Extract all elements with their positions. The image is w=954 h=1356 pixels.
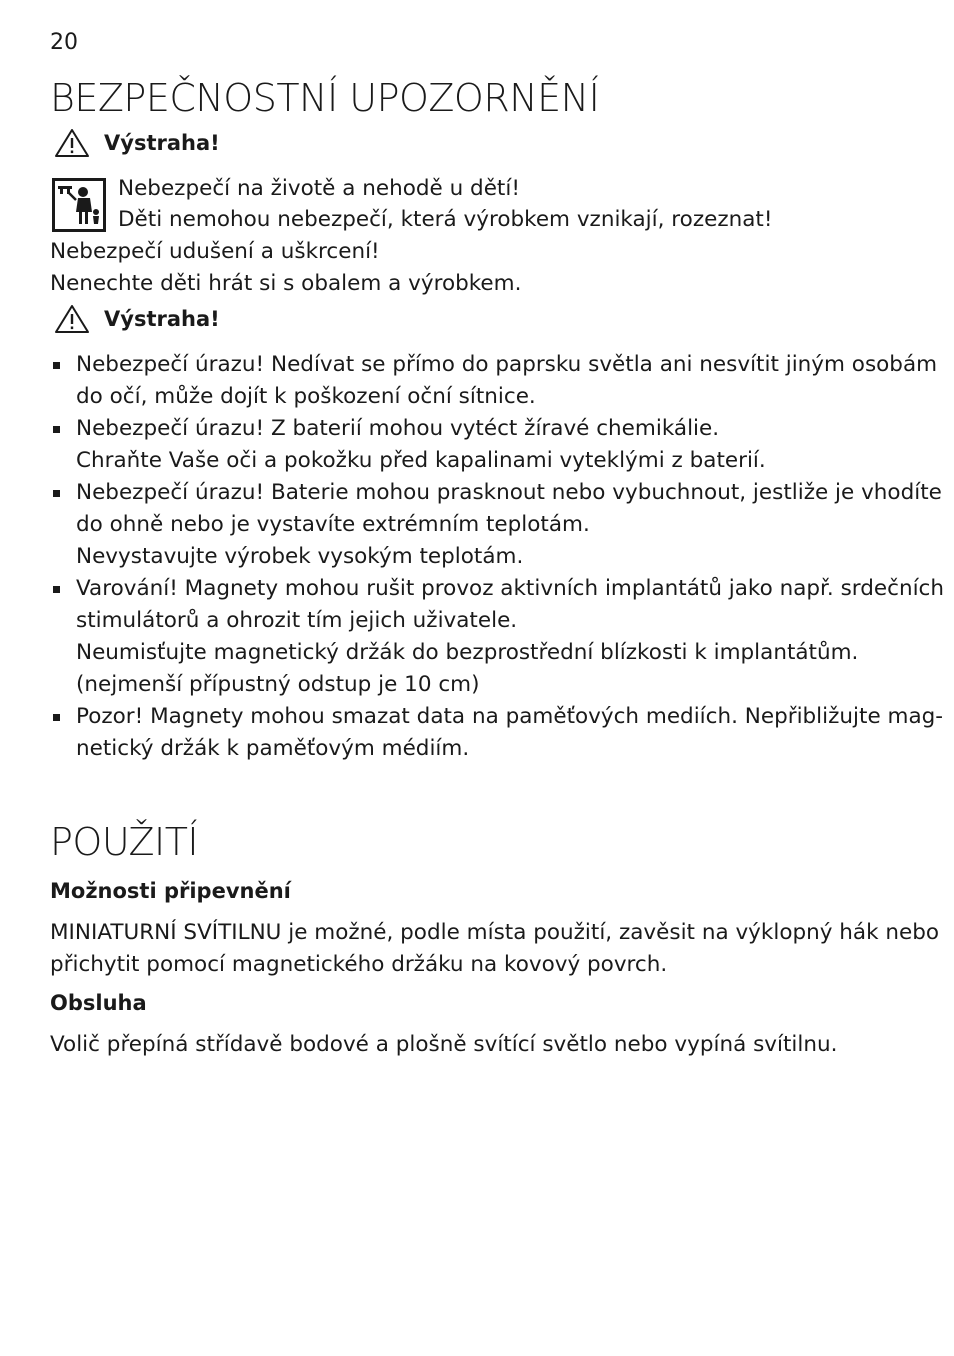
suffocation-line-1: Nebezpečí udušení a uškrcení! bbox=[50, 239, 380, 264]
usage-heading: POUŽITÍ bbox=[50, 820, 199, 864]
warning-label: Výstraha! bbox=[104, 131, 220, 155]
operation-text: Volič přepíná střídavě bodové a plošně svítící světlo nebo vypíná svítilnu. bbox=[50, 1032, 838, 1057]
bullet-text: Nevystavujte výrobek vysokým teplotám. bbox=[76, 544, 524, 569]
list-item bbox=[50, 477, 942, 573]
warning-2 bbox=[54, 304, 220, 334]
safety-bullet-list bbox=[50, 349, 944, 765]
bullet-text: Nebezpečí úrazu! Z baterií mohou vytéct žíravé chemikálie. bbox=[76, 416, 720, 441]
page-number: 20 bbox=[50, 30, 78, 55]
mounting-text bbox=[50, 917, 939, 981]
bullet-text: do očí, může dojít k poškození oční sítnice. bbox=[76, 384, 536, 409]
bullet-square-icon bbox=[53, 426, 60, 433]
child-warning-line-1: Nebezpečí na životě a nehodě u dětí! bbox=[118, 176, 520, 201]
bullet-square-icon bbox=[53, 490, 60, 497]
bullet-text: (nejmenší přípustný odstup je 10 cm) bbox=[76, 672, 480, 697]
bullet-square-icon bbox=[53, 714, 60, 721]
warning-triangle-icon bbox=[54, 128, 90, 158]
warning-triangle-icon bbox=[54, 304, 90, 334]
bullet-text: Nebezpečí úrazu! Baterie mohou prasknout nebo vybuchnout, jestliže je vhodíte bbox=[76, 480, 942, 505]
mounting-title: Možnosti připevnění bbox=[50, 879, 291, 903]
bullet-text: Chraňte Vaše oči a pokožku před kapalinami vyteklými z baterií. bbox=[76, 448, 766, 473]
bullet-square-icon bbox=[53, 586, 60, 593]
bullet-text: netický držák k paměťovým médiím. bbox=[76, 736, 470, 761]
child-hazard-icon bbox=[52, 178, 106, 232]
bullet-text: Varování! Magnety mohou rušit provoz aktivních implantátů jako např. srdečních bbox=[76, 576, 944, 601]
bullet-square-icon bbox=[53, 362, 60, 369]
list-item bbox=[50, 573, 944, 701]
suffocation-line-2: Nenechte děti hrát si s obalem a výrobkem. bbox=[50, 271, 522, 296]
warning-label: Výstraha! bbox=[104, 307, 220, 331]
warning-1 bbox=[54, 128, 220, 158]
bullet-text: Nebezpečí úrazu! Nedívat se přímo do paprsku světla ani nesvítit jiným osobám bbox=[76, 352, 938, 377]
bullet-text: Pozor! Magnety mohou smazat data na paměťových mediích. Nepřibližujte mag- bbox=[76, 704, 944, 729]
list-item bbox=[50, 701, 944, 765]
bullet-text: Neumisťujte magnetický držák do bezprostřední blízkosti k implantátům. bbox=[76, 640, 859, 665]
mounting-text-line: MINIATURNÍ SVÍTILNU je možné, podle místa použití, zavěsit na výklopný hák nebo bbox=[50, 920, 940, 945]
child-warning-line-2: Děti nemohou nebezpečí, která výrobkem vznikají, rozeznat! bbox=[118, 207, 773, 232]
list-item bbox=[50, 349, 938, 413]
safety-heading: BEZPEČNOSTNÍ UPOZORNĚNÍ bbox=[50, 76, 600, 120]
bullet-text: stimulátorů a ohrozit tím jejich uživatele. bbox=[76, 608, 518, 633]
bullet-text: do ohně nebo je vystavíte extrémním teplotám. bbox=[76, 512, 590, 537]
operation-title: Obsluha bbox=[50, 991, 147, 1015]
mounting-text-line: přichytit pomocí magnetického držáku na kovový povrch. bbox=[50, 952, 668, 977]
list-item bbox=[50, 413, 900, 477]
